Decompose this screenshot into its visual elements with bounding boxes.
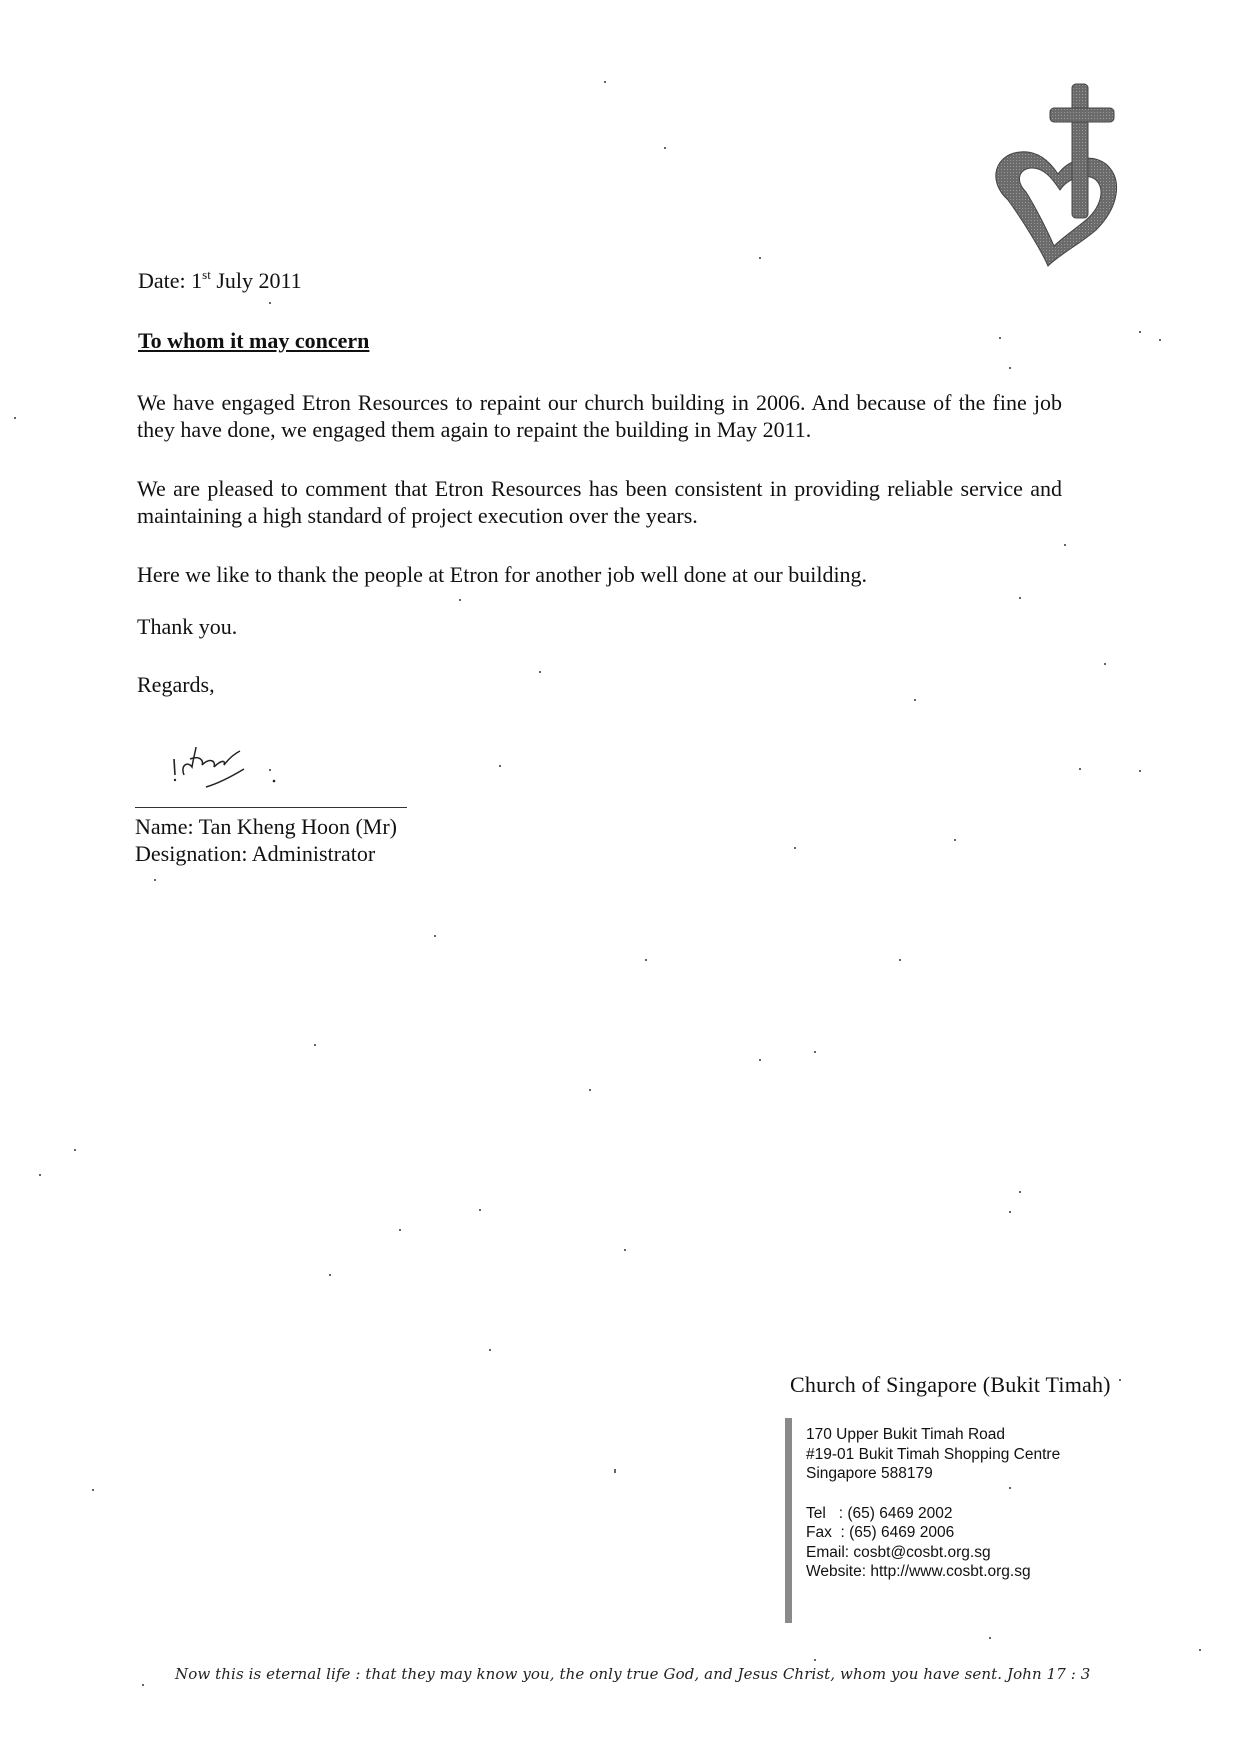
signature-line xyxy=(135,807,407,808)
address-line: 170 Upper Bukit Timah Road xyxy=(806,1426,1006,1443)
letter-date: Date: 1st July 2011 xyxy=(138,267,302,293)
heart-cross-icon xyxy=(968,82,1158,282)
footer-bible-verse: Now this is eternal life : that they may know you, the only true God, and Jesus Christ, whom you have sent. John 17 : 3 xyxy=(175,1665,1091,1683)
paragraph-2: We are pleased to comment that Etron Resources has been consistent in providing reliable service and maintaining a high standard of project execution over the years. xyxy=(137,476,1062,528)
paragraph-1: We have engaged Etron Resources to repaint our church building in 2006. And because of the fine job they have done, we engaged them again to repaint the building in May 2011. xyxy=(137,390,1062,442)
address-line: Singapore 588179 xyxy=(806,1465,933,1482)
contact-website: Website: http://www.cosbt.org.sg xyxy=(806,1563,1031,1580)
contact-fax: Fax : (65) 6469 2006 xyxy=(806,1524,955,1541)
signatory-block xyxy=(135,813,397,867)
church-address-block xyxy=(806,1425,1060,1582)
church-name: Church of Singapore (Bukit Timah) xyxy=(790,1372,1111,1397)
paragraph-3: Here we like to thank the people at Etron for another job well done at our building. xyxy=(137,562,868,587)
letter-salutation: To whom it may concern xyxy=(138,328,370,353)
address-accent-bar xyxy=(785,1418,792,1623)
signatory-designation: Designation: Administrator xyxy=(135,841,376,866)
address-line: #19-01 Bukit Timah Shopping Centre xyxy=(806,1445,1061,1463)
signatory-name: Name: Tan Kheng Hoon (Mr) xyxy=(135,814,397,839)
contact-tel: Tel : (65) 6469 2002 xyxy=(806,1504,953,1522)
handwritten-signature xyxy=(170,735,280,795)
contact-email: Email: cosbt@cosbt.org.sg xyxy=(806,1543,991,1561)
closing-regards: Regards, xyxy=(137,672,215,697)
closing-thanks: Thank you. xyxy=(137,614,238,639)
